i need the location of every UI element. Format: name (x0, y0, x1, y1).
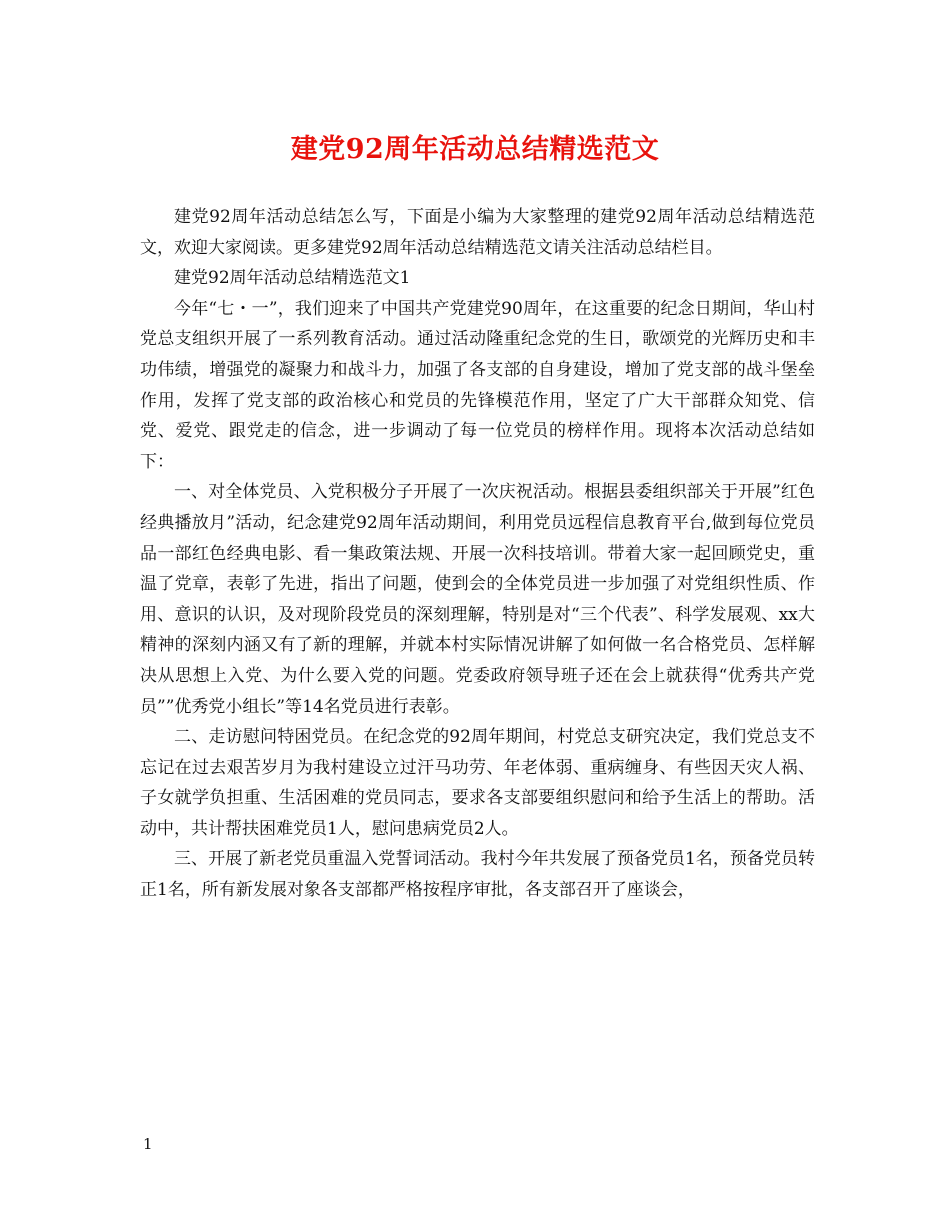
paragraph-intro: 建党92周年活动总结怎么写，下面是小编为大家整理的建党92周年活动总结精选范文，欢迎大家阅读。更多建党92周年活动总结精选范文请关注活动总结栏目。 (140, 207, 815, 258)
document-body (140, 202, 815, 906)
paragraph-opening: 今年“七・一”，我们迎来了中国共产党建党90周年，在这重要的纪念日期间，华山村党总支组织开展了一系列教育活动。通过活动隆重纪念党的生日，歌颂党的光辉历史和丰功伟绩，增强党的凝聚力和战斗力，加强了各支部的自身建设，增加了党支部的战斗堡垒作用，发挥了党支部的政治核心和党员的先锋模范作用，坚定了广大干部群众知党、信党、爱党、跟党走的信念，进一步调动了每一位党员的榜样作用。现将本次活动总结如下： (140, 298, 815, 472)
paragraph-section-two: 二、走访慰问特困党员。在纪念党的92周年期间，村党总支研究决定，我们党总支不忘记在过去艰苦岁月为我村建设立过汗马功劳、年老体弱、重病缠身、有些因天灾人祸、子女就学负担重、生活困难的党员同志，要求各支部要组织慰问和给予生活上的帮助。活动中，共计帮扶困难党员1人，慰问患病党员2人。 (140, 727, 815, 839)
page-number: 1 (143, 1135, 153, 1153)
paragraph-subheading: 建党92周年活动总结精选范文1 (174, 268, 411, 289)
paragraph-section-one: 一、对全体党员、入党积极分子开展了一次庆祝活动。根据县委组织部关于开展”红色经典播放月”活动，纪念建党92周年活动期间，利用党员远程信息教育平台,做到每位党员品一部红色经典电影、看一集政策法规、开展一次科技培训。带着大家一起回顾党史，重温了党章，表彰了先进，指出了问题，使到会的全体党员进一步加强了对党组织性质、作用、意识的认识，及对现阶段党员的深刻理解，特别是对“三个代表”、科学发展观、xx大精神的深刻内涵又有了新的理解，并就本村实际情况讲解了如何做一名合格党员、怎样解决从思想上入党、为什么要入党的问题。党委政府领导班子还在会上就获得“优秀共产党员””优秀党小组长”等14名党员进行表彰。 (140, 482, 815, 717)
document-title: 建党92周年活动总结精选范文 (290, 134, 660, 165)
paragraph-section-three: 三、开展了新老党员重温入党誓词活动。我村今年共发展了预备党员1名，预备党员转正1名，所有新发展对象各支部都严格按程序审批，各支部召开了座谈会， (140, 849, 815, 901)
